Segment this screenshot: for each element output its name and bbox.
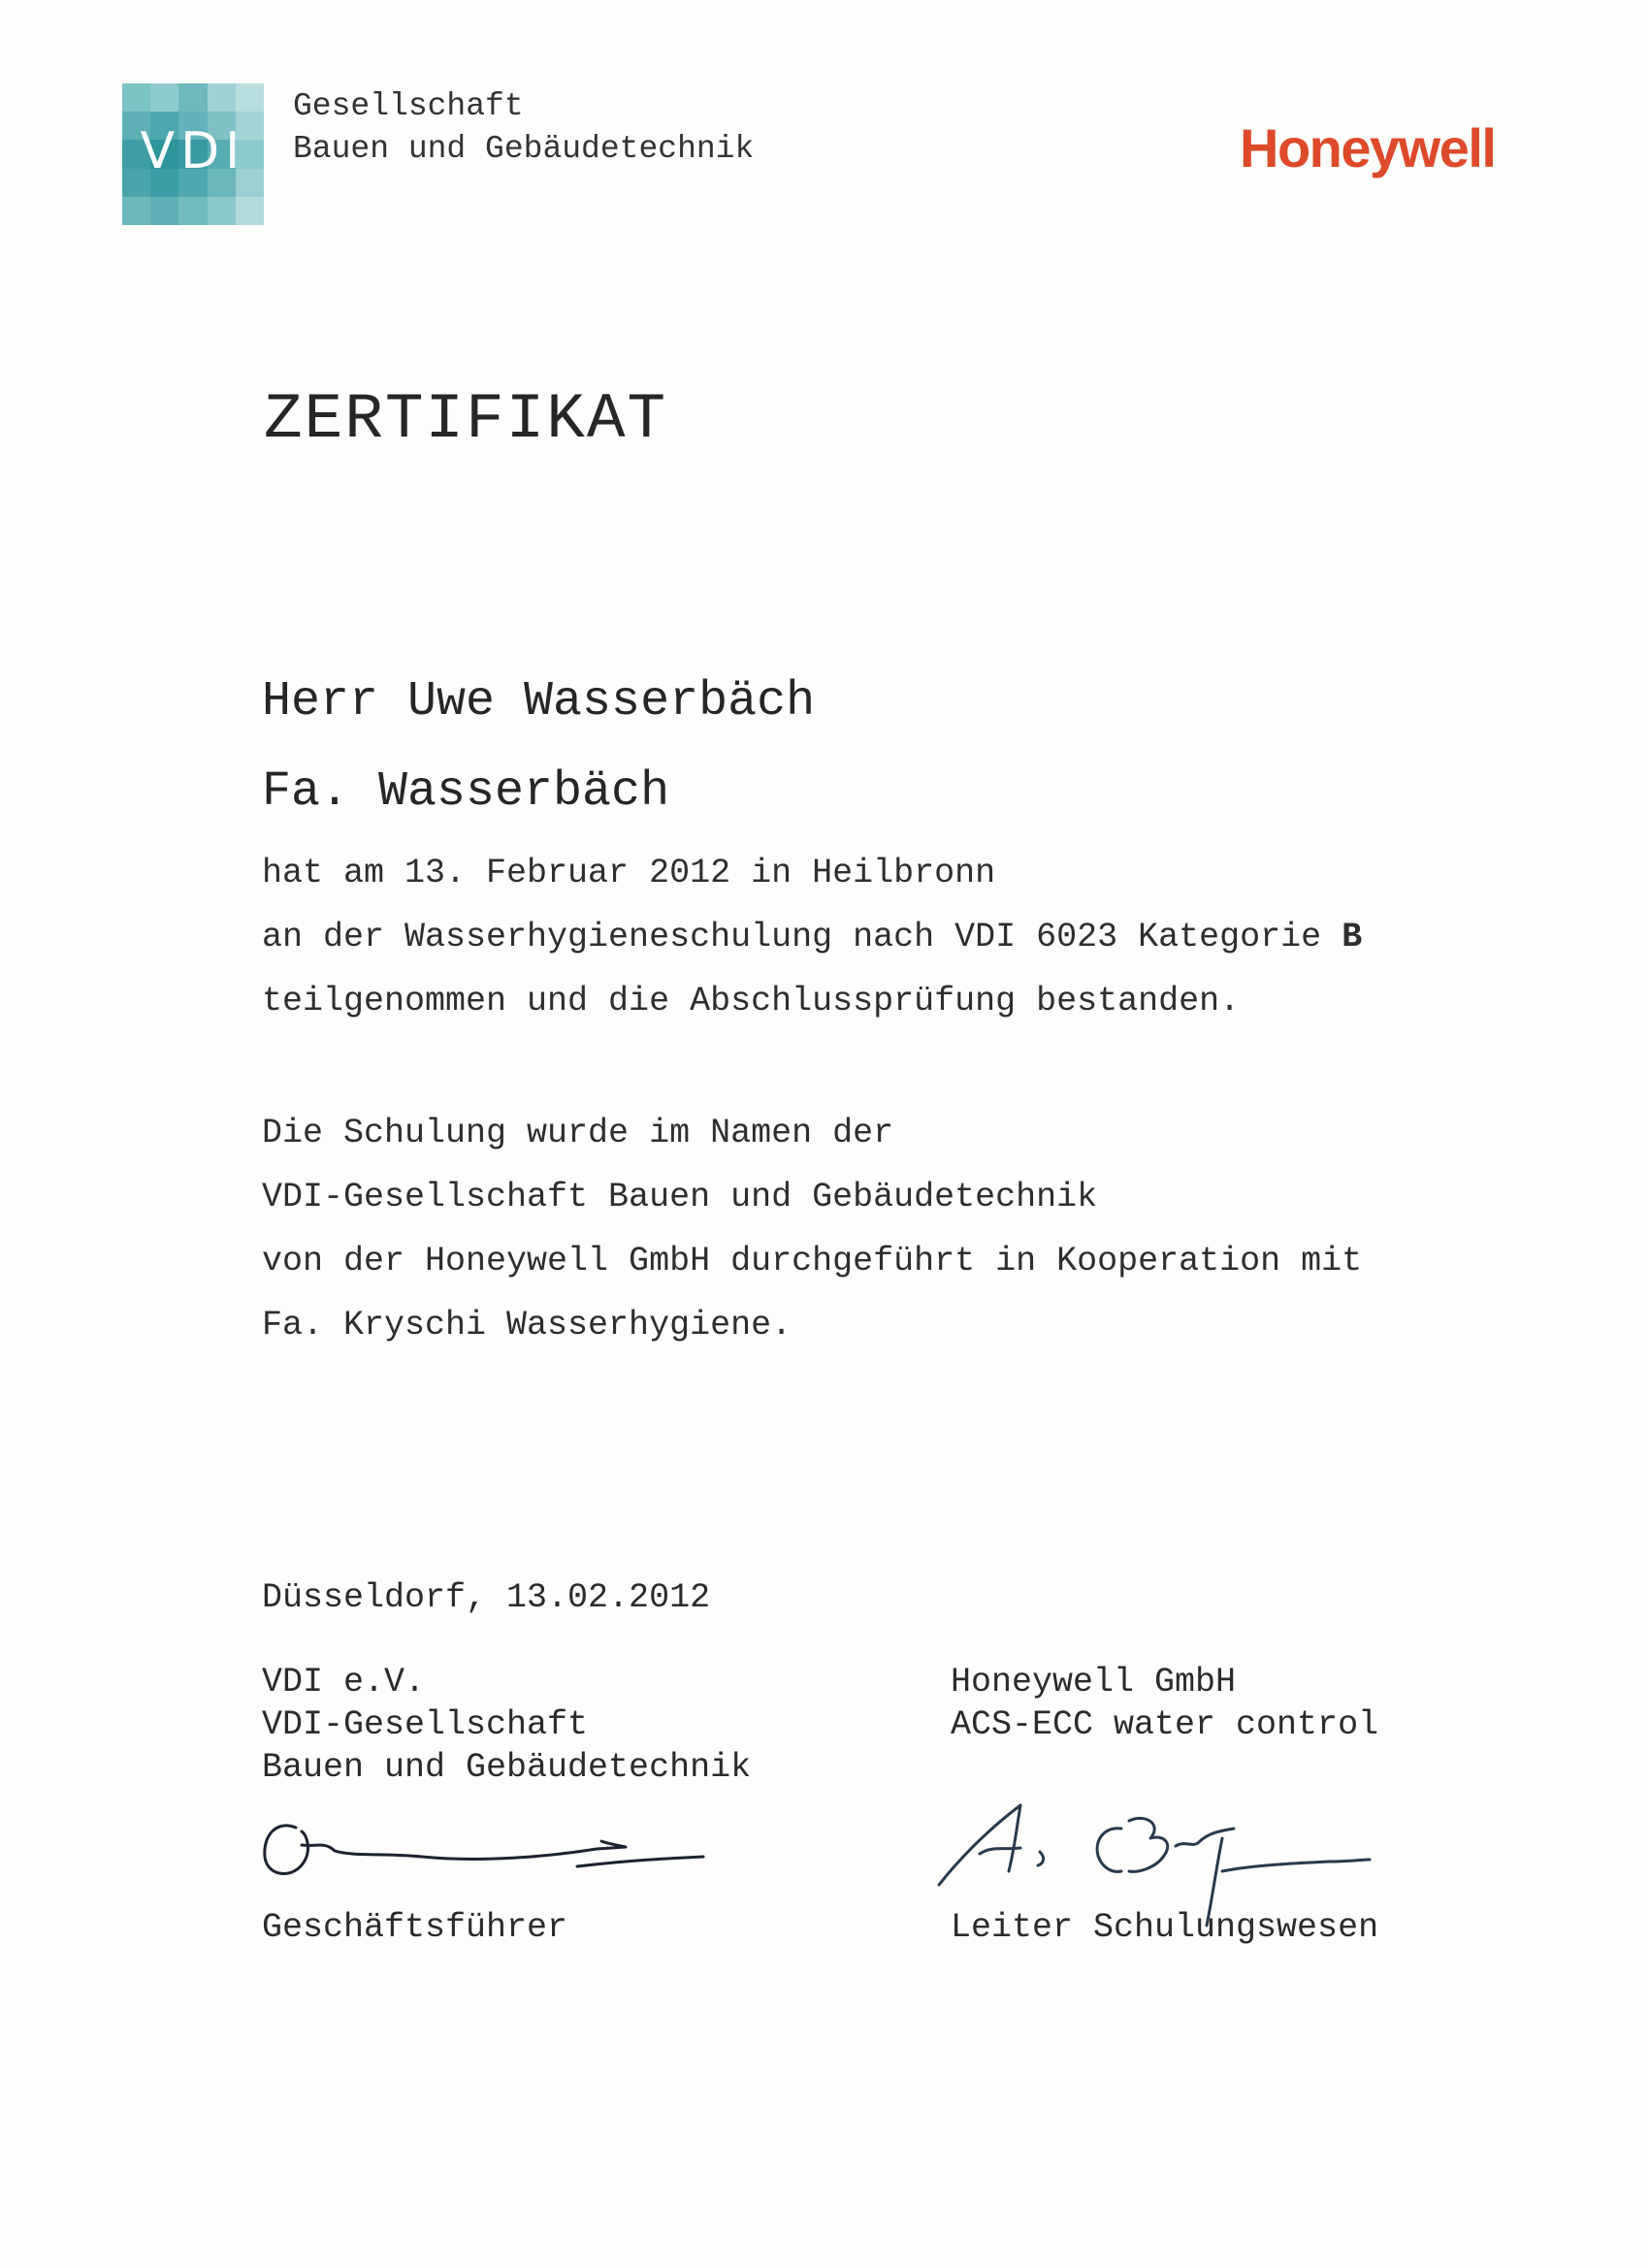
org-name-line-2: Bauen und Gebäudetechnik [293,131,755,167]
signatory-left-line-3: Bauen und Gebäudetechnik [262,1748,752,1787]
statement-line-1: hat am 13. Februar 2012 in Heilbronn [262,854,996,892]
certificate-title: ZERTIFIKAT [264,383,668,456]
vdi-logo-tile [150,197,178,225]
recipient-name: Herr Uwe Wasserbäch [262,674,816,729]
org-name-line-1: Gesellschaft [293,88,524,124]
vdi-logo-tile [236,83,264,112]
signatory-left-line-1: VDI e.V. [262,1663,426,1701]
vdi-logo-tile [122,83,150,112]
organizer-line-1: Die Schulung wurde im Namen der [262,1114,894,1152]
vdi-logo-tile [236,197,264,225]
place-date: Düsseldorf, 13.02.2012 [262,1578,711,1617]
vdi-logo-tile [122,197,150,225]
signatory-right-line-2: ACS-ECC water control [951,1705,1379,1744]
vdi-logo-text: VDI [140,122,246,180]
vdi-logo-tile [178,83,207,112]
category-value: B [1342,918,1363,956]
vdi-logo-tile [208,197,236,225]
statement-line-3: teilgenommen und die Abschlussprüfung bestanden. [262,982,1241,1021]
signatory-right-role: Leiter Schulungswesen [951,1908,1379,1947]
vdi-logo-tile [208,83,236,112]
signatory-right-line-1: Honeywell GmbH [951,1663,1237,1701]
signatory-right [951,1661,1378,1746]
signatory-left-line-2: VDI-Gesellschaft [262,1705,589,1744]
organizer-line-2: VDI-Gesellschaft Bauen und Gebäudetechnik [262,1178,1098,1216]
recipient-company: Fa. Wasserbäch [262,764,670,820]
organizer-line-4: Fa. Kryschi Wasserhygiene. [262,1306,792,1345]
honeywell-logo: Honeywell [1240,117,1496,178]
vdi-logo-tile [150,83,178,112]
organizer-line-3: von der Honeywell GmbH durchgeführt in Kooperation mit [262,1242,1363,1280]
statement-line-2-text: an der Wasserhygieneschulung nach VDI 6023 Kategorie [262,918,1342,956]
signatory-left [262,1661,751,1789]
statement-line-2 [262,918,1362,956]
org-name [293,85,754,171]
vdi-logo [122,83,264,225]
signatory-left-role: Geschäftsführer [262,1908,568,1947]
vdi-logo-tile [178,197,207,225]
signature-left [257,1806,713,1894]
